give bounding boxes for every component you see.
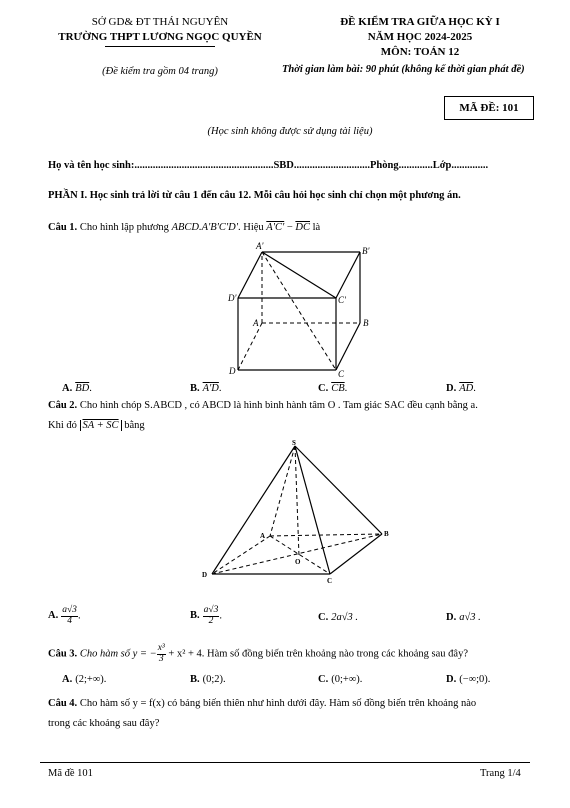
- q2-text-main: Cho hình chóp S.ABCD , có ABCD là hình bình hành tâm O . Tam giác SAC đều cạnh bằng a.: [77, 400, 478, 411]
- q4-label: Câu 4.: [48, 698, 78, 709]
- q1-option-a-value: $\overline{BD}$: [75, 383, 90, 394]
- notice: (Học sinh không được sử dụng tài liệu): [207, 126, 373, 137]
- q3-option-c[interactable]: [318, 674, 362, 685]
- footer-divider: [40, 762, 530, 763]
- label-d: D: [229, 366, 236, 376]
- q2-option-c[interactable]: [318, 612, 358, 623]
- q1-option-a-suffix: .: [89, 383, 92, 394]
- q1-text-a: Cho hình lập phương: [77, 222, 172, 233]
- q3-option-a-label: A.: [62, 674, 73, 685]
- q1-text-c: là: [309, 222, 321, 233]
- q1-vec1: A'C': [266, 222, 285, 233]
- q3-text: [48, 644, 468, 664]
- pyramid-figure: [200, 438, 400, 588]
- q3-option-b[interactable]: [190, 674, 226, 685]
- q2-option-b-frac: [203, 606, 220, 626]
- q2-option-a-num: a√3: [62, 605, 77, 615]
- exam-code: MÃ ĐỀ: 101: [459, 102, 519, 114]
- q2-option-d-value: a√3 .: [459, 612, 481, 623]
- exam-title: ĐỀ KIỂM TRA GIỮA HỌC KỲ I: [340, 16, 500, 28]
- q2-option-b-num: a√3: [203, 605, 219, 615]
- q1-option-b-value: A'D: [202, 383, 219, 394]
- q1-option-a-label: A.: [62, 383, 73, 394]
- cube-figure: [220, 238, 380, 378]
- q1-option-b-suffix: .: [218, 383, 222, 394]
- label-a: A: [253, 318, 259, 328]
- q2-option-a-suffix: .: [77, 610, 81, 622]
- label-a1: A': [256, 241, 264, 251]
- q2-option-b-label: B.: [190, 610, 200, 622]
- q1-cube: ABCD.A'B'C'D': [171, 222, 238, 233]
- q2-text: [48, 400, 478, 411]
- label-b1: B': [362, 246, 370, 256]
- label-a-pyr: A: [260, 532, 266, 540]
- label-c-pyr: C: [327, 577, 333, 585]
- label-c: C: [338, 369, 345, 378]
- q3-option-c-label: C.: [318, 674, 329, 685]
- q3-text-b: + x² + 4. Hàm số đồng biến trên khoảng nào trong các khoảng sau đây?: [165, 648, 468, 660]
- dept-name: SỞ GD& ĐT THÁI NGUYÊN: [91, 16, 229, 28]
- q1-option-c-suffix: .: [344, 383, 348, 394]
- label-d-pyr: D: [202, 571, 208, 579]
- label-b: B: [363, 318, 369, 328]
- q2-label: Câu 2.: [48, 400, 78, 411]
- q3-option-d[interactable]: [446, 674, 490, 685]
- part1-heading: PHẦN I. Học sinh trả lời từ câu 1 đến câu 12. Mỗi câu hỏi học sinh chỉ chọn một phương án.: [48, 190, 461, 201]
- q1-option-d-suffix: .: [473, 383, 476, 394]
- q3-text-a: Cho hàm số y = −: [77, 648, 157, 660]
- q3-option-c-value: (0;+∞).: [331, 674, 363, 685]
- q2-option-d-label: D.: [446, 612, 457, 623]
- q2-text2-a: Khi đó: [48, 420, 80, 431]
- q1-option-d-value: $\overline{AD}$: [459, 383, 474, 394]
- q1-label: Câu 1.: [48, 222, 78, 233]
- q1-option-d-label: D.: [446, 383, 457, 394]
- q2-option-a-frac: [61, 606, 78, 626]
- school-year: NĂM HỌC 2024-2025: [367, 31, 473, 43]
- q2-option-c-label: C.: [318, 612, 329, 623]
- school-underline: [105, 46, 215, 47]
- q1-option-c-value: $\overline{CB}$: [331, 383, 345, 394]
- q2-option-b-den: 2: [208, 615, 214, 626]
- q3-option-a-value: (2;+∞).: [75, 674, 107, 685]
- time-note: Thời gian làm bài: 90 phút (không kể thời gian phát đề): [282, 64, 525, 75]
- q4-text-main: Cho hàm số y = f(x) có bảng biến thiên như hình dưới đây. Hàm số đồng biến trên khoảng nào: [77, 698, 477, 709]
- q3-frac: [157, 644, 166, 664]
- q2-option-b[interactable]: [190, 606, 222, 626]
- q1-option-d[interactable]: [446, 383, 476, 394]
- q4-text: [48, 698, 476, 709]
- q2-option-a-den: 4: [67, 615, 72, 626]
- subject: MÔN: TOÁN 12: [380, 46, 460, 58]
- q3-label: Câu 3.: [48, 648, 78, 660]
- label-s: S: [292, 439, 296, 447]
- q2-text-line2: [48, 420, 145, 431]
- q1-option-c[interactable]: [318, 383, 347, 394]
- q4-text-line2: trong các khoảng sau đây?: [48, 718, 160, 729]
- q1-option-b[interactable]: [190, 383, 222, 394]
- q2-option-d[interactable]: [446, 612, 481, 623]
- q3-option-b-value: (0;2).: [202, 674, 226, 685]
- pages-note: (Đề kiểm tra gồm 04 trang): [102, 66, 218, 77]
- label-o-pyr: O: [295, 558, 301, 566]
- q3-frac-num: x³: [157, 643, 165, 653]
- q1-vec2: $\overline{DC}$: [295, 222, 310, 233]
- q2-abs-expr: SA + SC: [80, 420, 122, 431]
- q3-option-d-label: D.: [446, 674, 457, 685]
- q2-text2-b: bằng: [121, 420, 145, 431]
- q2-option-a-label: A.: [48, 610, 59, 622]
- q3-frac-den: 3: [158, 653, 164, 664]
- footer-page: Trang 1/4: [480, 768, 521, 779]
- school-name: TRƯỜNG THPT LƯƠNG NGỌC QUYỀN: [58, 31, 262, 43]
- q1-text: [48, 222, 320, 233]
- q1-option-b-label: B.: [190, 383, 200, 394]
- q1-option-c-label: C.: [318, 383, 329, 394]
- label-d1: D': [228, 293, 237, 303]
- q3-option-b-label: B.: [190, 674, 200, 685]
- q1-minus: −: [284, 222, 296, 233]
- label-b-pyr: B: [384, 530, 389, 538]
- q1-option-a[interactable]: [62, 383, 92, 394]
- exam-code-box: [444, 96, 534, 120]
- footer-code: Mã đề 101: [48, 768, 93, 779]
- q2-option-b-suffix: .: [219, 610, 222, 622]
- label-c1: C': [338, 295, 346, 305]
- q2-option-c-value: 2a√3 .: [331, 612, 358, 623]
- q3-option-d-value: (−∞;0).: [459, 674, 491, 685]
- q2-option-a[interactable]: [48, 606, 81, 626]
- q3-option-a[interactable]: [62, 674, 106, 685]
- student-info-line: Họ và tên học sinh:.....................................................SBD.............................Phòng.............Lớp..............: [48, 160, 489, 171]
- q1-text-b: . Hiệu: [238, 222, 267, 233]
